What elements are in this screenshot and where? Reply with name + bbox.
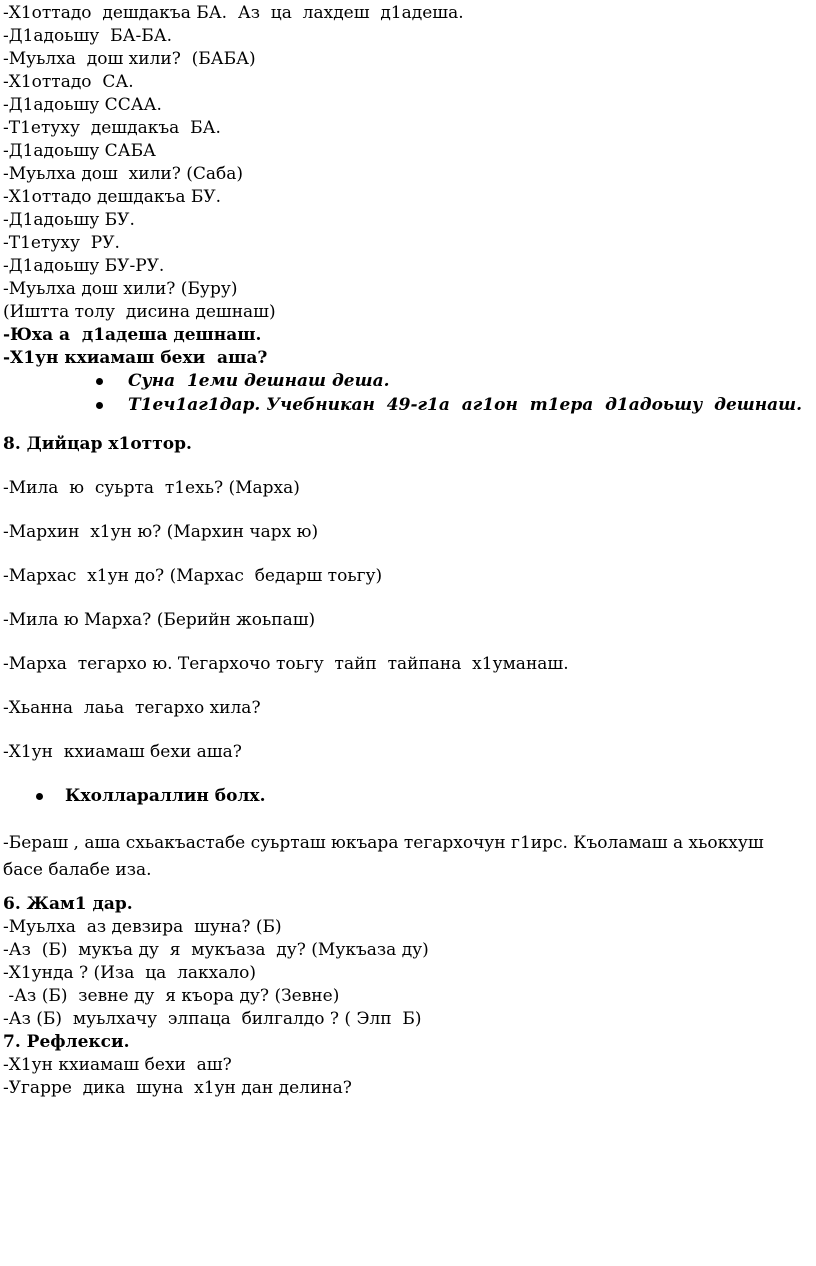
text-line: -Т1етуху дешдакъа БА. [3, 118, 221, 138]
text-line: (Иштта толу дисина дешнаш) [3, 302, 276, 322]
section-heading: 8. Дийцар х1оттор. [3, 434, 192, 454]
bullet-item: Суна 1еми дешнаш деша. [128, 371, 390, 391]
text-line: -Д1адоьшу БА-БА. [3, 26, 172, 46]
text-line: -Х1оттадо дешдакъа БУ. [3, 187, 222, 207]
text-line: -Муьлха дош хили? (Саба) [3, 164, 243, 184]
bullet-item: Кхоллараллин болх. [65, 786, 266, 806]
bullet-icon [36, 793, 43, 800]
text-line: -Аз (Б) муьлхачу элпаца билгалдо ? ( Элп Б) [3, 1009, 422, 1029]
bold-line: -Юха а д1адеша дешнаш. [3, 325, 262, 345]
text-line: -Х1унда ? (Иза ца лакхало) [3, 963, 257, 983]
text-line: -Муьлха аз девзира шуна? (Б) [3, 917, 282, 937]
text-line: -Хьанна лаьа тегархо хила? [3, 698, 261, 718]
section-heading: 6. Жам1 дар. [3, 894, 133, 914]
text-line: -Т1етуху РУ. [3, 233, 120, 253]
text-line: -Аз (Б) зевне ду я къора ду? (Зевне) [3, 986, 340, 1006]
text-line: -Мила ю суьрта т1ехь? (Марха) [3, 478, 300, 498]
text-line: -Мархас х1ун до? (Мархас бедарш тоьгу) [3, 566, 383, 586]
text-line: -Х1оттадо СА. [3, 72, 134, 92]
paragraph: -Бераш , аша схьакъастабе суьрташ юкъара тегархочун г1ирс. Къоламаш а хьокхуш басе балабе иза. [3, 833, 764, 880]
section-heading: 7. Рефлекси. [3, 1032, 130, 1052]
text-line: -Д1адоьшу ССАА. [3, 95, 162, 115]
text-line: -Мархин х1ун ю? (Мархин чарх ю) [3, 522, 319, 542]
text-line: -Д1адоьшу БУ. [3, 210, 135, 230]
text-line: -Муьлха дош хили? (БАБА) [3, 49, 256, 69]
text-line: -Х1ун кхиамаш бехи аша? [3, 742, 242, 762]
text-line: -Х1ун кхиамаш бехи аш? [3, 1055, 232, 1075]
text-line: -Х1оттадо дешдакъа БА. Аз ца лахдеш д1адеша. [3, 3, 464, 23]
text-line: -Аз (Б) мукъа ду я мукъаза ду? (Мукъаза ду) [3, 940, 429, 960]
bullet-icon [96, 378, 103, 385]
text-line: -Муьлха дош хили? (Буру) [3, 279, 238, 299]
text-line: -Д1адоьшу БУ-РУ. [3, 256, 165, 276]
bold-line: -Х1ун кхиамаш бехи аша? [3, 348, 268, 368]
text-line: -Д1адоьшу САБА [3, 141, 156, 161]
text-line: -Марха тегархо ю. Тегархочо тоьгу тайп тайпана х1уманаш. [3, 654, 569, 674]
bullet-item: Т1еч1аг1дар. Учебникан 49-г1а аг1он т1ера д1адоьшу дешнаш. [128, 395, 803, 415]
bullet-icon [96, 402, 103, 409]
text-line: -Угарре дика шуна х1ун дан делина? [3, 1078, 352, 1098]
text-line: -Мила ю Марха? (Берийн жоьпаш) [3, 610, 316, 630]
